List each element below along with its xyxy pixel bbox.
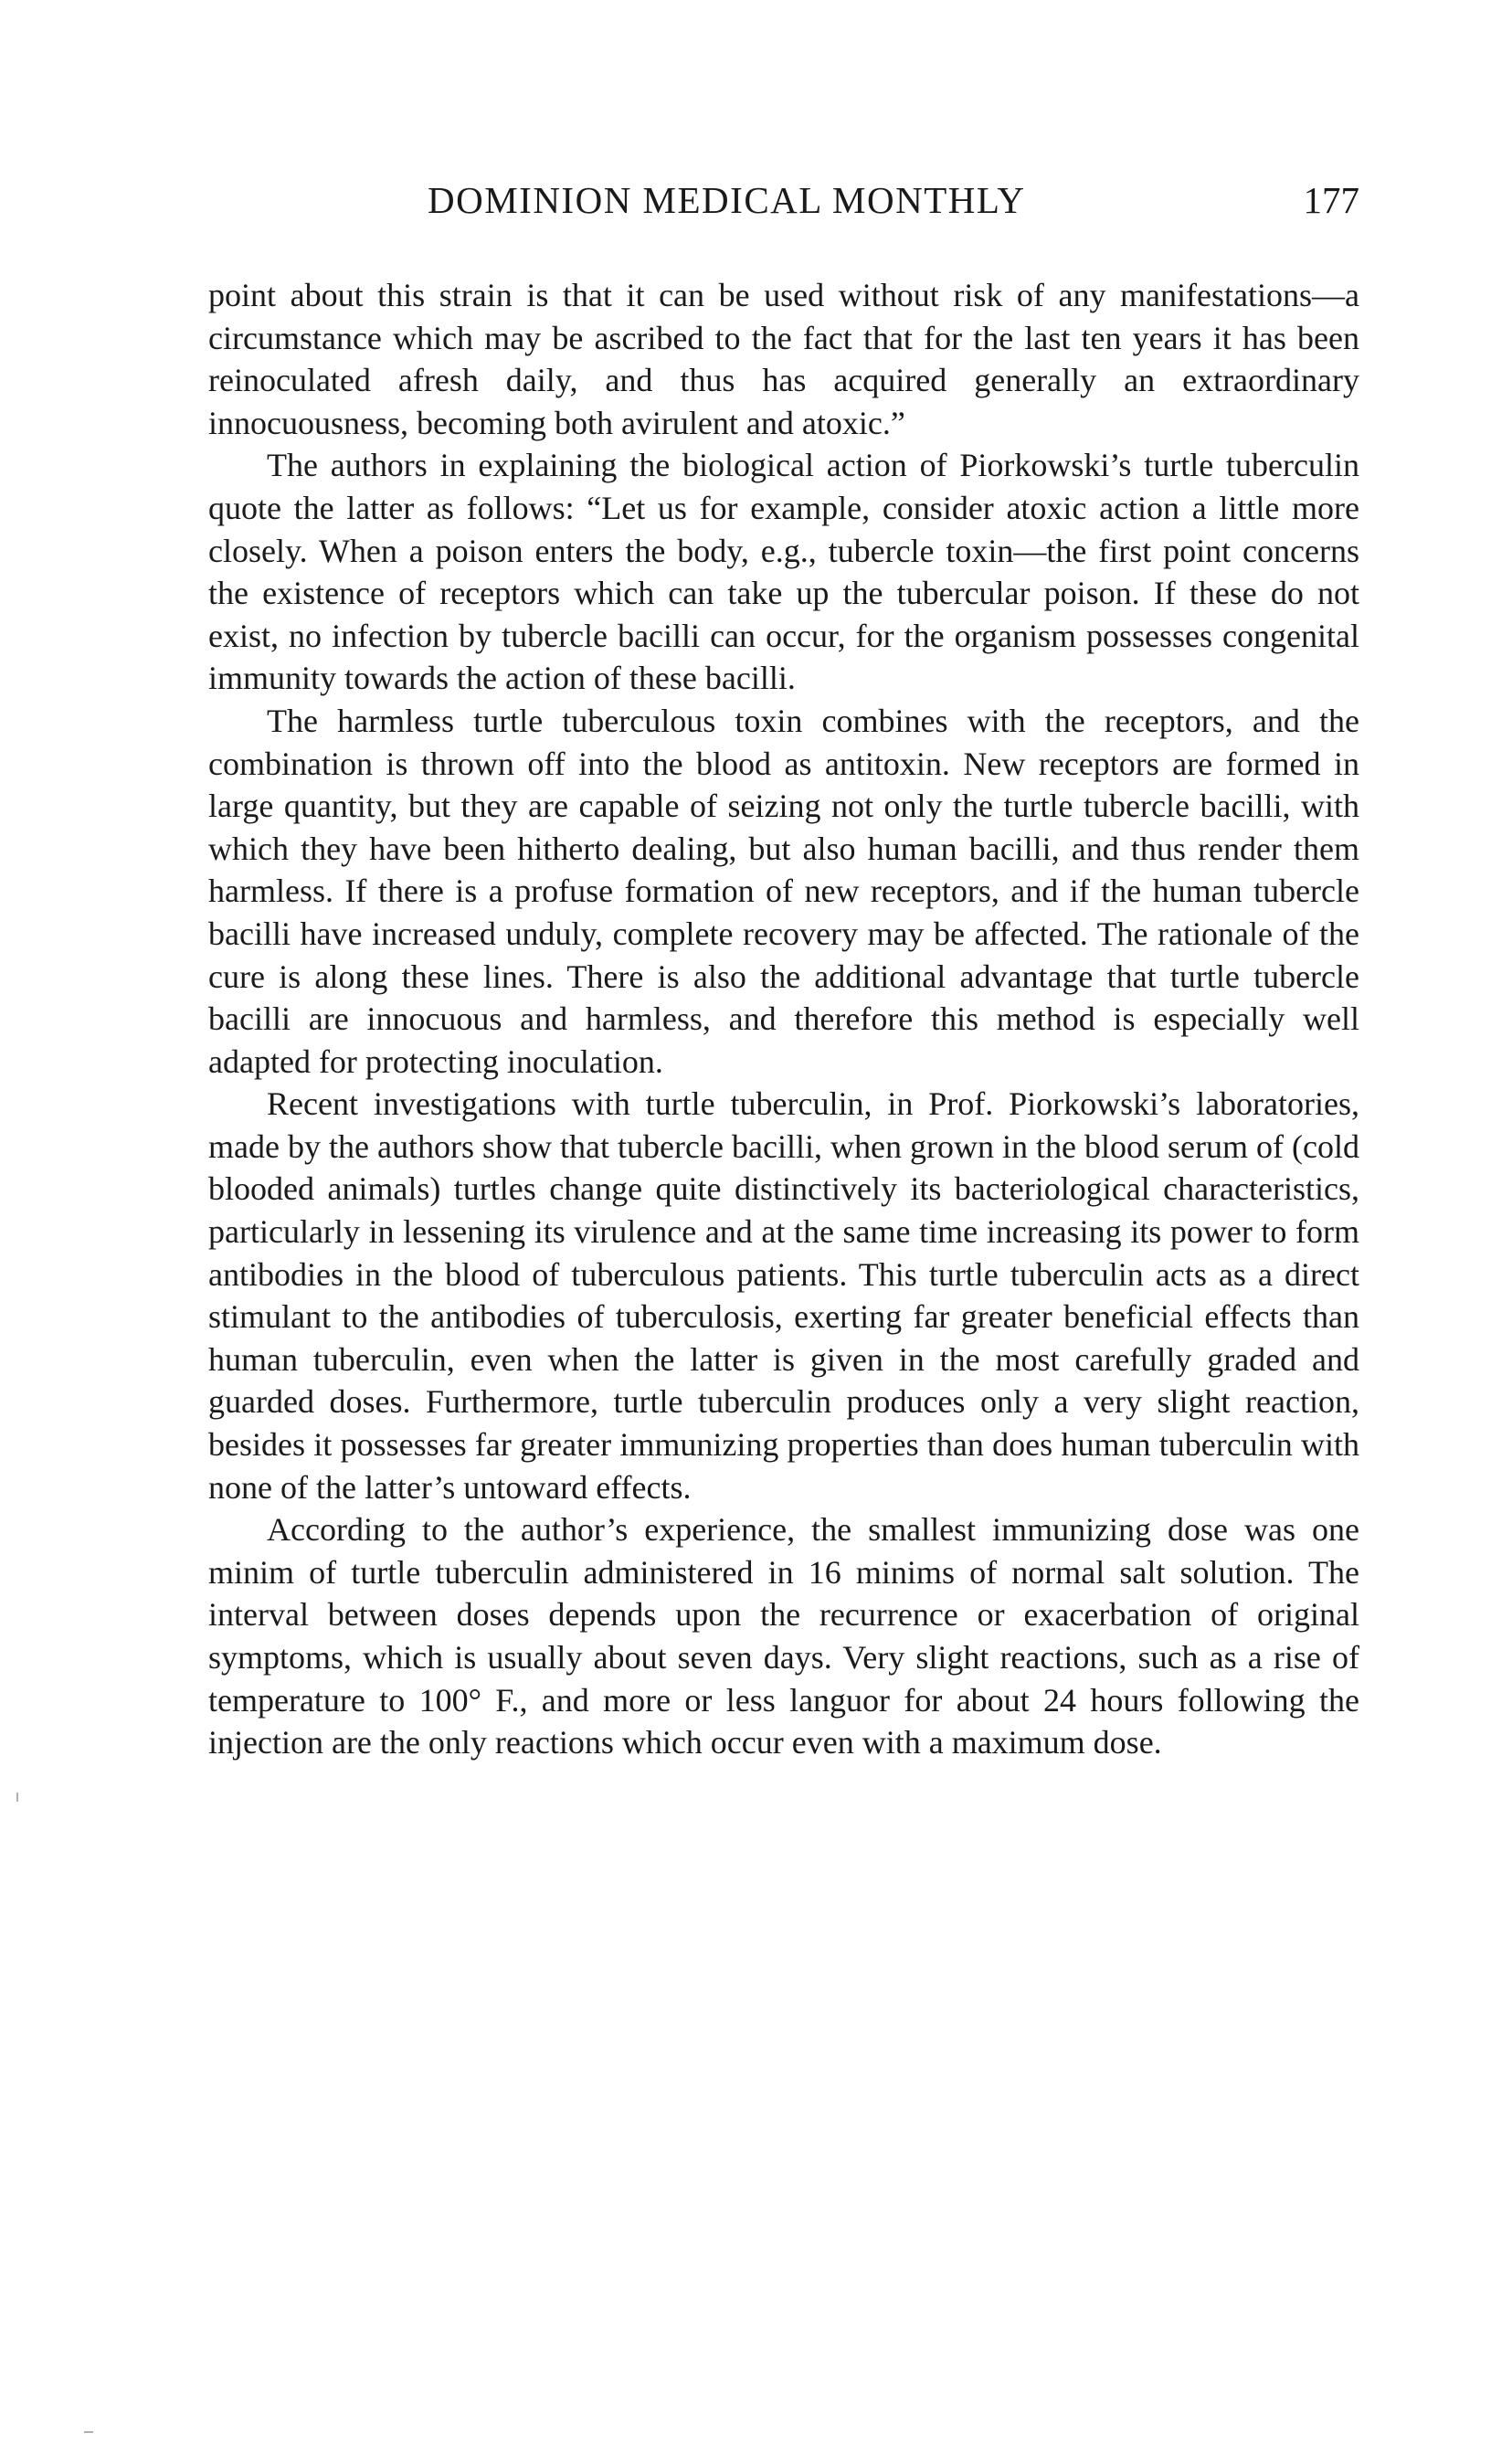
scan-margin-mark xyxy=(84,2431,93,2433)
running-header xyxy=(208,178,1359,233)
paragraph-recent-investigations: Recent investigations with turtle tuberculin, in Prof. Piorkowski’s laboratories, made by the authors show that tubercle bacilli, when grown in the blood serum of (cold blooded animals) turtles change quite distinctively its bacteriological characteristics, particularly in lessening its virulence and at the same time increasing its power to form antibodies in the blood of tuberculous patients. This turtle tuberculin acts as a direct stimulant to the antibodies of tuberculosis, exerting far greater beneficial effects than human tuberculin, even when the latter is given in the most carefully graded and guarded doses. Furthermore, turtle tuberculin produces only a very slight reaction, besides it possesses far greater immunizing properties than does human tuberculin with none of the latter’s untoward effects. xyxy=(208,1085,1359,1506)
paragraph-continued: point about this strain is that it can be used without risk of any manifestations—a circumstance which may be ascribed to the fact that for the last ten years it has been reinoculated afresh daily, and thus has acquired generally an extraordinary innocuousness, becoming both avirulent and atoxic.” xyxy=(208,277,1359,441)
scan-margin-mark xyxy=(16,1793,18,1802)
paragraph-dosage: According to the author’s experience, the smallest immunizing dose was one minim of turtle tuberculin administered in 16 minims of normal salt solution. The interval between doses depends upon the recurrence or exacerbation of original symptoms, which is usually about seven days. Very slight reactions, such as a rise of temperature to 100° F., and more or less languor for about 24 hours following the injection are the only reactions which occur even with a maximum dose. xyxy=(208,1511,1359,1761)
paragraph-receptors: The harmless turtle tuberculous toxin combines with the receptors, and the combination is thrown off into the blood as antitoxin. New receptors are formed in large quantity, but they are capable of seizing not only the turtle tubercle bacilli, with which they have been hitherto dealing, but also human bacilli, and thus render them harmless. If there is a profuse formation of new receptors, and if the human tubercle bacilli have increased unduly, complete recovery may be affected. The rationale of the cure is along these lines. There is also the additional advantage that turtle tubercle bacilli are innocuous and harmless, and therefore this method is especially well adapted for protecting inoculation. xyxy=(208,702,1359,1080)
journal-title: DOMINION MEDICAL MONTHLY xyxy=(428,179,1026,221)
page-number: 177 xyxy=(1303,179,1359,221)
paragraph-biological-action: The authors in explaining the biological action of Piorkowski’s turtle tuberculin quote the latter as follows: “Let us for example, consider atoxic action a little more closely. When a poison enters the body, e.g., tubercle toxin—the first point concerns the existence of receptors which can take up the tubercular poison. If these do not exist, no infection by tubercle bacilli can occur, for the organism possesses congenital immunity towards the action of these bacilli. xyxy=(208,447,1359,697)
article-body xyxy=(208,274,1359,1764)
